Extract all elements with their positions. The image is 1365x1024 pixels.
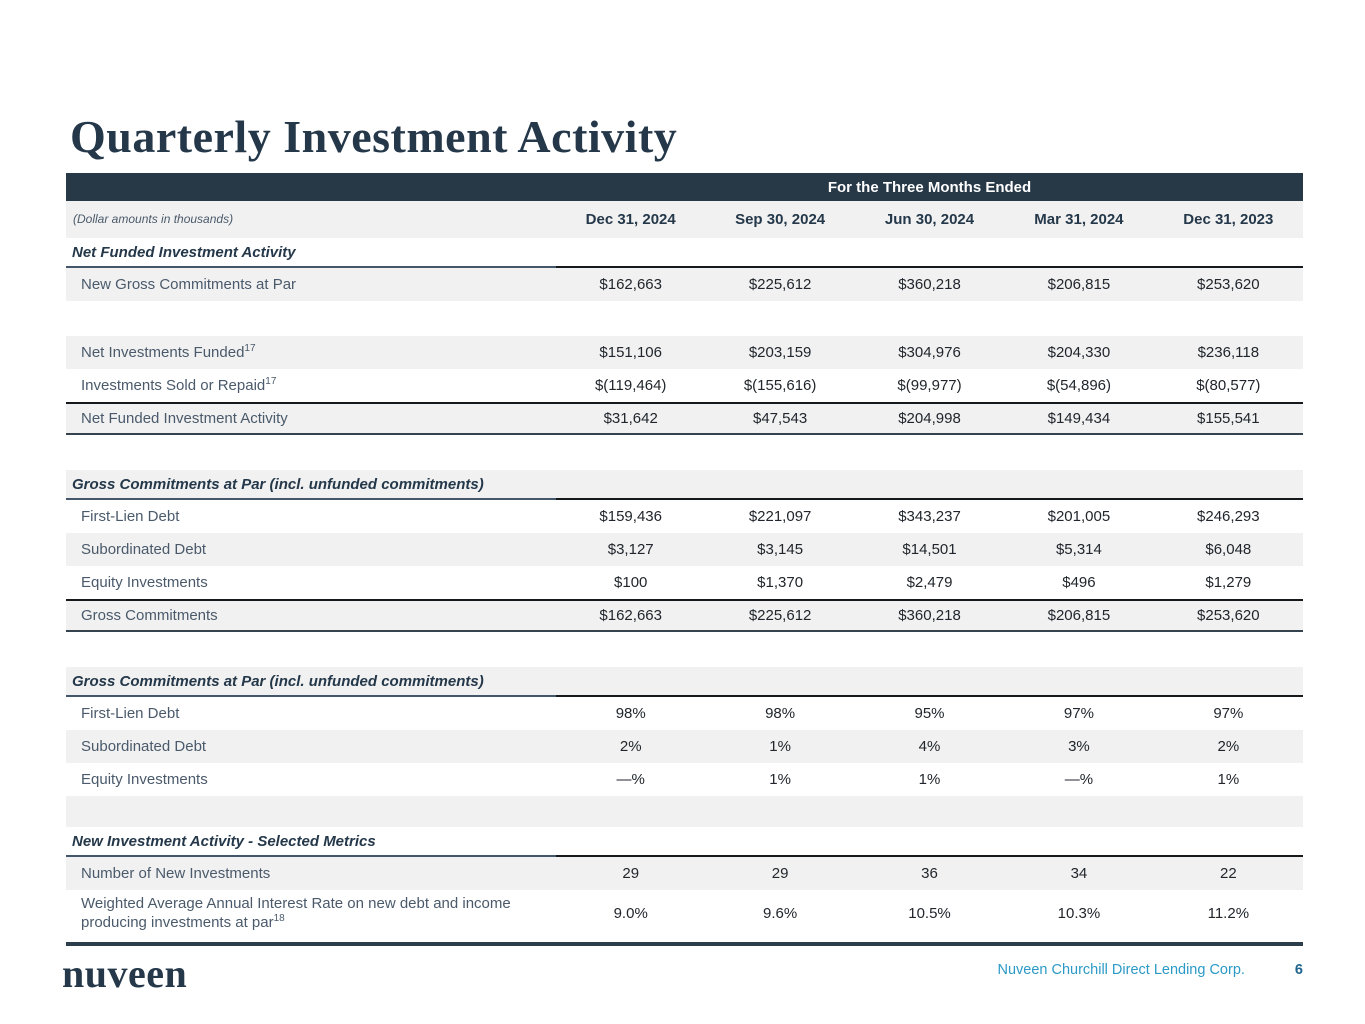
section-header-row: [66, 238, 1303, 266]
spacer-row: [66, 796, 1303, 827]
cell: $246,293: [1197, 508, 1260, 525]
section-underline: [66, 855, 1303, 857]
spacer-row: [66, 632, 1303, 667]
cell: $162,663: [599, 276, 662, 293]
row-label: First-Lien Debt: [81, 507, 180, 525]
row-label: Net Funded Investment Activity: [81, 409, 288, 427]
cell: 10.3%: [1057, 904, 1101, 922]
cell: $100: [614, 574, 648, 591]
row-label: Equity Investments: [81, 770, 208, 788]
section-header-row: [66, 667, 1303, 695]
cell: 1%: [1217, 771, 1240, 788]
section-underline: [66, 498, 1303, 500]
cell: 98%: [765, 705, 796, 722]
section-title: New Investment Activity - Selected Metrics: [72, 832, 376, 850]
cell: 98%: [615, 705, 646, 722]
row-label: Equity Investments: [81, 573, 208, 591]
section-header-row: [66, 470, 1303, 498]
footer-right: [997, 962, 1303, 978]
cell: 2%: [619, 738, 642, 755]
column-header: Sep 30, 2024: [735, 211, 826, 228]
band-title: For the Three Months Ended: [827, 178, 1032, 196]
cell: $151,106: [599, 344, 662, 361]
cell: $5,314: [1055, 541, 1102, 558]
section-underline: [66, 266, 1303, 268]
cell: —%: [1064, 771, 1094, 788]
cell: 2%: [1217, 738, 1240, 755]
cell: $14,501: [902, 541, 957, 558]
cell: 11.2%: [1207, 904, 1250, 922]
cell: 4%: [918, 738, 941, 755]
cell: $6,048: [1205, 541, 1252, 558]
total-row: [66, 599, 1303, 632]
table-bottom-divider: [66, 942, 1303, 946]
quarterly-activity-table: [66, 173, 1303, 946]
cell: $204,998: [898, 410, 961, 427]
row-label: Weighted Average Annual Interest Rate on new debt and income producing investments at par$^{18}$: [81, 895, 511, 931]
cell: $204,330: [1047, 344, 1111, 361]
cell: $253,620: [1197, 276, 1260, 293]
table-row: [66, 857, 1303, 890]
cell: $225,612: [748, 276, 812, 293]
cell: $1,370: [757, 574, 804, 591]
section-header-row: [66, 827, 1303, 855]
cell: —%: [616, 771, 645, 788]
section-title: Gross Commitments at Par (incl. unfunded commitments): [72, 672, 484, 690]
cell: 10.5%: [908, 904, 951, 922]
section-title: Net Funded Investment Activity: [72, 243, 296, 261]
cell: $360,218: [898, 607, 961, 624]
footer-company-name: Nuveen Churchill Direct Lending Corp.: [997, 962, 1245, 978]
cell: 1%: [918, 771, 941, 788]
cell: 1%: [769, 771, 791, 788]
cell: 34: [1070, 865, 1088, 882]
cell: $162,663: [599, 607, 662, 624]
row-label: Gross Commitments: [81, 606, 218, 624]
cell: $31,642: [603, 410, 658, 427]
cell: 29: [771, 865, 789, 882]
cell: $206,815: [1047, 276, 1111, 293]
footnote-ref: 17: [265, 376, 277, 388]
table-row: [66, 890, 1303, 936]
cell: $3,127: [607, 541, 654, 558]
cell: 97%: [1213, 705, 1244, 722]
cell: $(119,464): [594, 377, 667, 394]
table-row: [66, 533, 1303, 566]
cell: $203,159: [748, 344, 812, 361]
cell: $343,237: [898, 508, 961, 525]
section-title: Gross Commitments at Par (incl. unfunded commitments): [72, 475, 484, 493]
page-number: 6: [1294, 962, 1303, 978]
table-row: [66, 763, 1303, 796]
section-underline: [66, 695, 1303, 697]
cell: 9.0%: [613, 904, 648, 922]
column-header-row: [66, 201, 1303, 238]
cell: $1,279: [1205, 574, 1252, 591]
column-header: Dec 31, 2024: [585, 211, 676, 228]
footnote-ref: 17: [244, 343, 256, 355]
nuveen-logo: nuveen: [62, 951, 188, 996]
table-row: [66, 500, 1303, 533]
column-header: Jun 30, 2024: [884, 211, 975, 228]
table-row: [66, 566, 1303, 599]
cell: $(80,577): [1196, 377, 1261, 394]
table-header-band: [66, 173, 1303, 201]
cell: $(99,977): [897, 377, 962, 394]
cell: 1%: [769, 738, 791, 755]
row-label: Number of New Investments: [81, 864, 271, 882]
page-title: Quarterly Investment Activity: [70, 110, 678, 162]
cell: $496: [1062, 574, 1096, 591]
cell: $155,541: [1197, 410, 1260, 427]
cell: $159,436: [599, 508, 662, 525]
cell: 36: [921, 865, 938, 882]
table-row: [66, 730, 1303, 763]
cell: 95%: [914, 705, 945, 722]
column-header: Dec 31, 2023: [1183, 211, 1274, 228]
table-row: [66, 697, 1303, 730]
cell: $225,612: [748, 607, 812, 624]
row-label: New Gross Commitments at Par: [81, 275, 297, 293]
spacer-row: [66, 301, 1303, 336]
column-header: Mar 31, 2024: [1034, 211, 1124, 228]
cell: $3,145: [757, 541, 804, 558]
table-row: [66, 369, 1303, 402]
row-label: Subordinated Debt: [81, 540, 207, 558]
cell: $47,543: [752, 410, 808, 427]
cell: 9.6%: [763, 904, 798, 922]
cell: 97%: [1063, 705, 1094, 722]
cell: $253,620: [1197, 607, 1260, 624]
cell: $304,976: [898, 344, 961, 361]
cell: $149,434: [1047, 410, 1111, 427]
cell: $2,479: [906, 574, 953, 591]
table-row: [66, 336, 1303, 369]
footer: [62, 951, 1303, 996]
total-row: [66, 402, 1303, 435]
cell: $(54,896): [1046, 377, 1112, 394]
cell: $360,218: [898, 276, 961, 293]
spacer-row: [66, 435, 1303, 470]
cell: $221,097: [748, 508, 812, 525]
cell: 29: [622, 865, 640, 882]
cell: 22: [1219, 865, 1237, 882]
row-label: Investments Sold or Repaid$^{17}$: [81, 376, 277, 395]
cell: $(155,616): [743, 377, 817, 394]
cell: 3%: [1068, 738, 1090, 755]
cell: $201,005: [1047, 508, 1111, 525]
cell: $206,815: [1047, 607, 1111, 624]
row-label: First-Lien Debt: [81, 704, 180, 722]
units-note: (Dollar amounts in thousands): [73, 211, 234, 226]
cell: $236,118: [1197, 344, 1260, 361]
table-row: [66, 268, 1303, 301]
row-label: Net Investments Funded$^{17}$: [81, 343, 256, 362]
footnote-ref: 18: [273, 912, 285, 924]
row-label: Subordinated Debt: [81, 737, 207, 755]
